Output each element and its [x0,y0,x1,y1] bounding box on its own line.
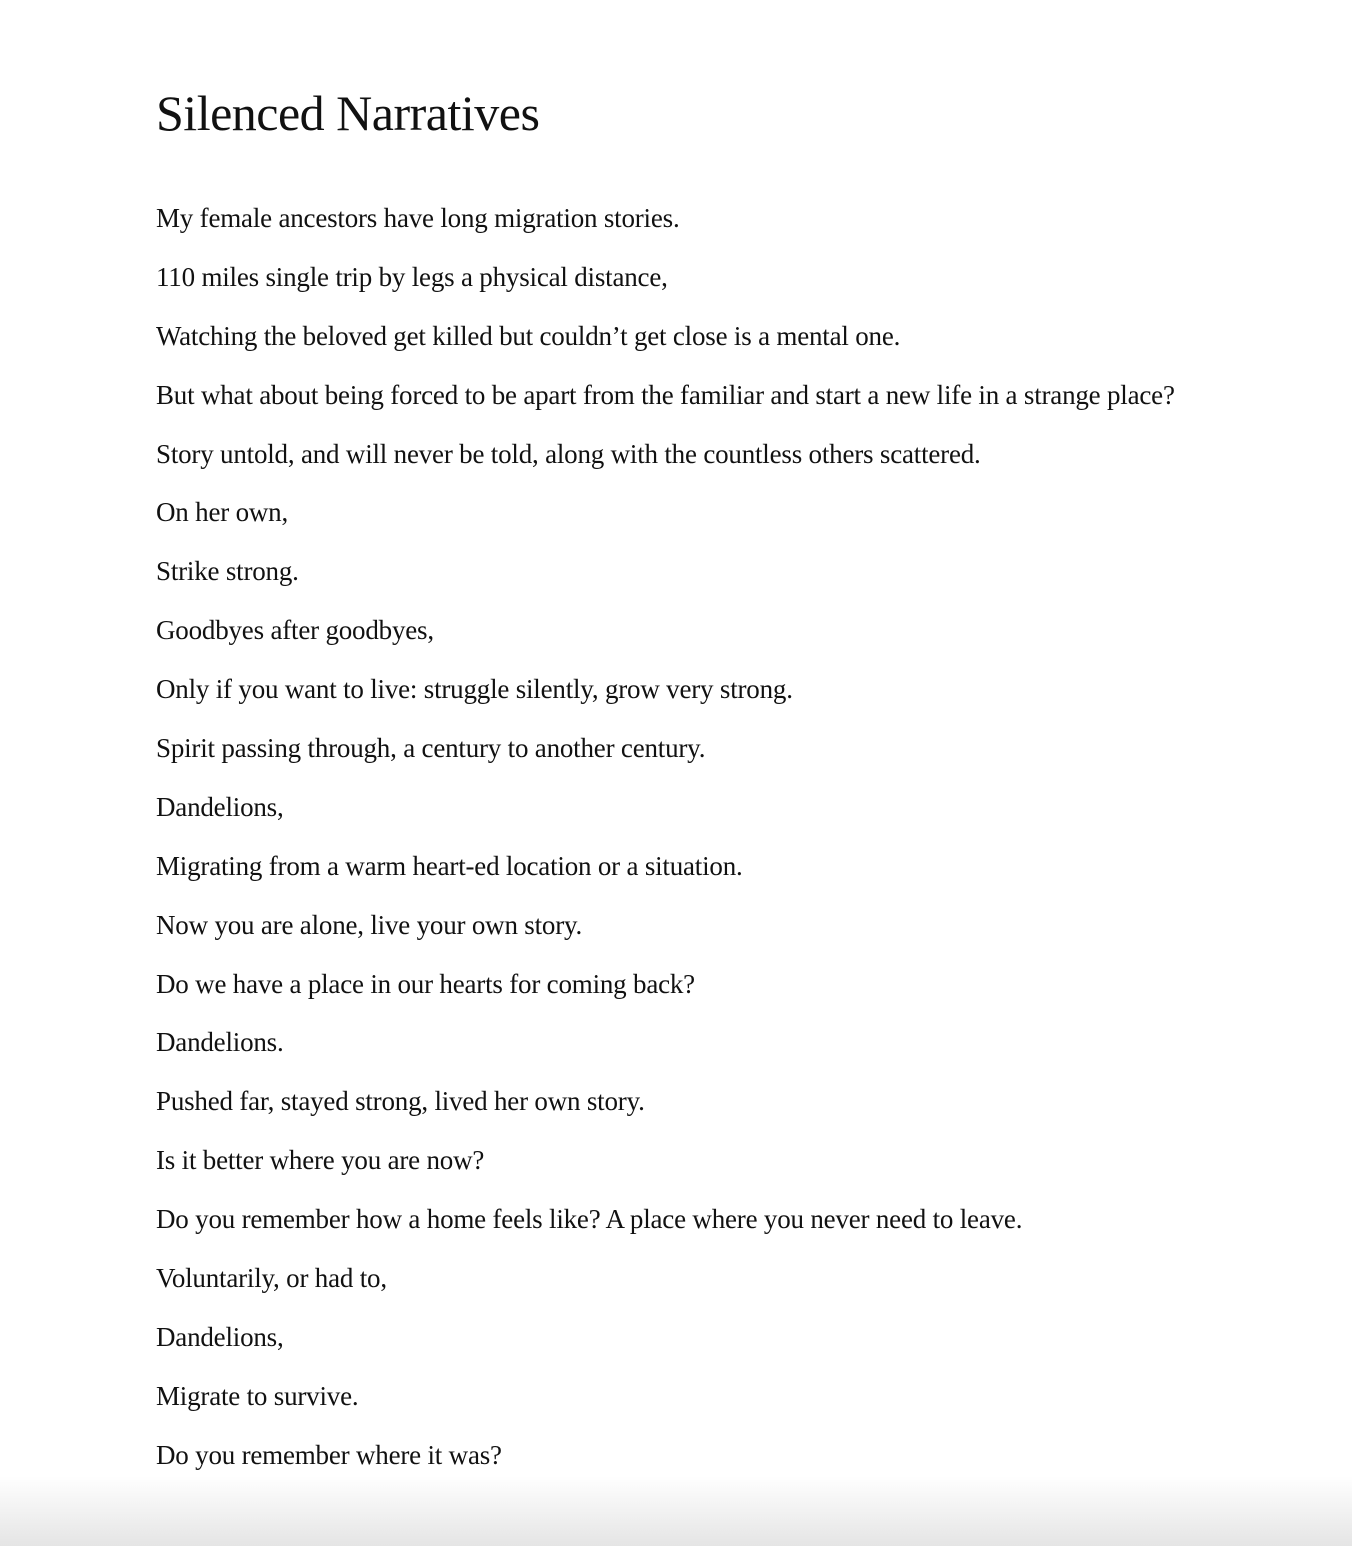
poem-line: Migrating from a warm heart-ed location or a situation. [156,850,743,881]
poem-line: My female ancestors have long migration stories. [156,203,680,233]
poem-line: Is it better where you are now? [156,1145,485,1176]
poem-line: On her own, [156,497,289,528]
poem-body [156,196,1175,1492]
poem-line: But what about being forced to be apart from the familiar and start a new life in a strange place? [156,379,1175,410]
poem-line: Do you remember how a home feels like? A place where you never need to leave. [156,1204,1023,1235]
poem-line: Dandelions, [156,1321,284,1352]
poem-line: Dandelions. [156,1027,284,1058]
poem-line: Do we have a place in our hearts for coming back? [156,968,695,999]
poem-line: Strike strong. [156,556,299,587]
page-title: Silenced Narratives [156,85,540,141]
poem-line: Watching the beloved get killed but couldn’t get close is a mental one. [156,320,901,351]
poem-line: Goodbyes after goodbyes, [156,615,434,646]
poem-line: Voluntarily, or had to, [156,1263,387,1294]
poem-line: Story untold, and will never be told, along with the countless others scattered. [156,438,981,469]
poem-line: Dandelions, [156,791,284,822]
poem-line: Now you are alone, live your own story. [156,909,583,940]
poem-line: Pushed far, stayed strong, lived her own story. [156,1086,645,1117]
poem-line: Do you remember where it was? [156,1439,502,1470]
poem-line: Only if you want to live: struggle silently, grow very strong. [156,674,793,705]
poem-line: 110 miles single trip by legs a physical distance, [156,261,668,292]
poem-line: Migrate to survive. [156,1380,359,1411]
poem-line: Spirit passing through, a century to another century. [156,733,706,764]
